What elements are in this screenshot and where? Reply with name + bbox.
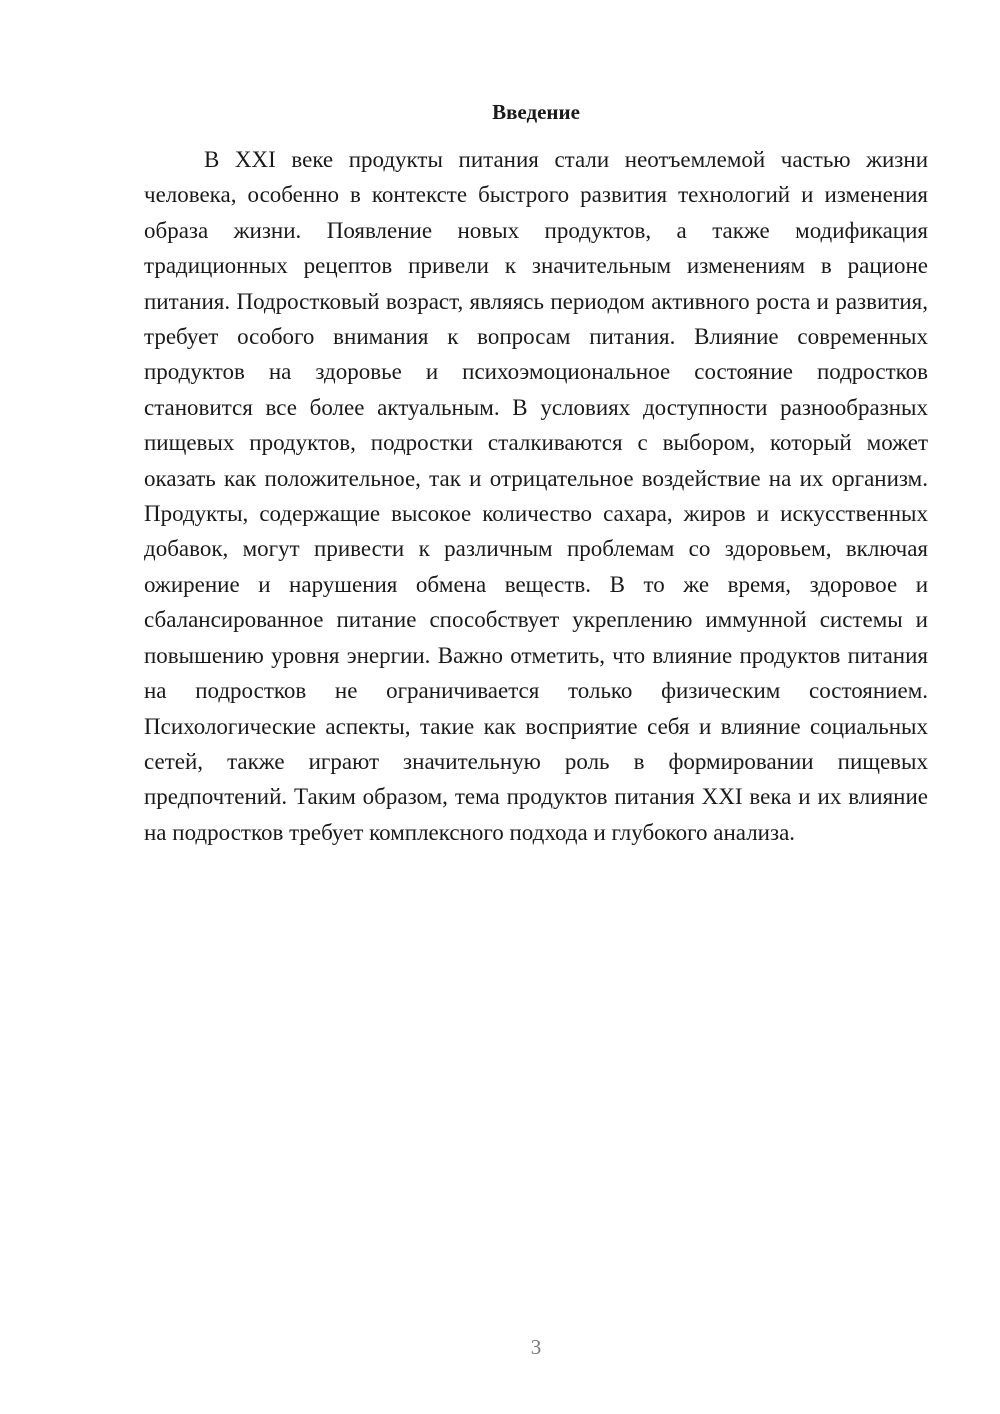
body-paragraph: В XXI веке продукты питания стали неотъемлемой частью жизни человека, особенно в контексте быстрого развития технологий и изменения образа жизни. Появление новых продуктов, а также модификация традиционных рецептов привели к значительным изменениям в рационе питания. Подростковый возраст, являясь периодом активного роста и развития, требует особого внимания к вопросам питания. Влияние современных продуктов на здоровье и психоэмоциональное состояние подростков становится все более актуальным. В условиях доступности разнообразных пищевых продуктов, подростки сталкиваются с выбором, который может оказать как положительное, так и отрицательное воздействие на их организм. Продукты, содержащие высокое количество сахара, жиров и искусственных добавок, могут привести к различным проблемам со здоровьем, включая ожирение и нарушения обмена веществ. В то же время, здоровое и сбалансированное питание способствует укреплению иммунной системы и повышению уровня энергии. Важно отметить, что влияние продуктов питания на подростков не ограничивается только физическим состоянием. Психологические аспекты, такие как восприятие себя и влияние социальных сетей, также играют значительную роль в формировании пищевых предпочтений. Таким образом, тема продуктов питания XXI века и их влияние на подростков требует комплексного подхода и глубокого анализа. <box>144 147 928 845</box>
section-heading: Введение <box>492 100 580 124</box>
page-number: 3 <box>530 1335 542 1359</box>
